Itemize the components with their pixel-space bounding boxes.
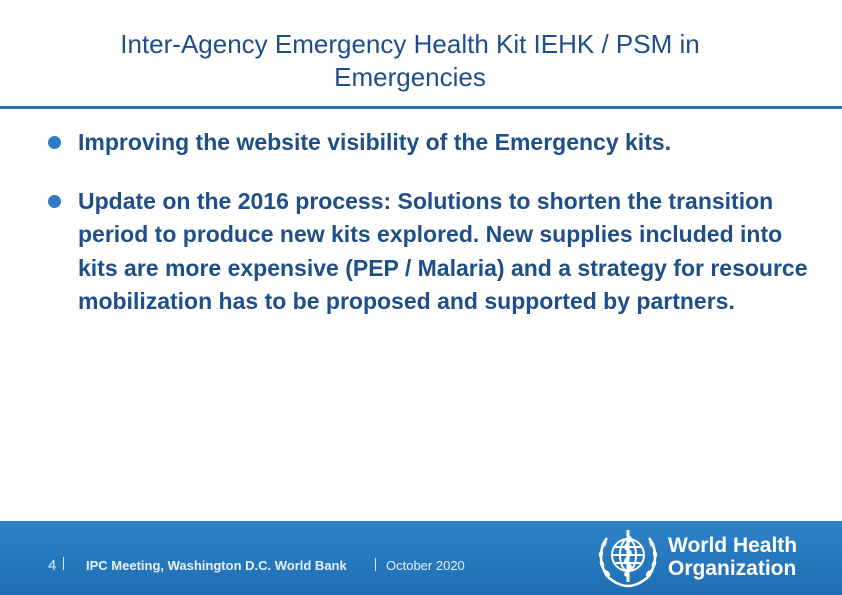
bullet-item (48, 185, 808, 319)
footer-separator (63, 557, 64, 570)
bullet-list (48, 126, 808, 319)
footer-date: October 2020 (386, 558, 465, 573)
who-logo-text (668, 534, 797, 580)
bullet-dot-icon (48, 195, 61, 208)
bullet-text: Improving the website visibility of the Emergency kits. (78, 129, 672, 155)
bullet-text: Update on the 2016 process: Solutions to shorten the transition period to produce new kits explored. New supplies included into kits are more expensive (PEP / Malaria) and a strategy for resource mobilization has to be proposed and supported by partners. (78, 187, 808, 314)
who-logo-line1: World Health (668, 534, 798, 557)
bullet-dot-icon (48, 136, 61, 149)
who-emblem-icon (593, 524, 663, 590)
slide-title-line2: Emergencies (334, 62, 486, 92)
slide-title-line1: Inter-Agency Emergency Health Kit IEHK / PSM in (120, 29, 700, 59)
slide-title (10, 28, 810, 94)
title-divider (0, 106, 842, 109)
footer-meeting: IPC Meeting, Washington D.C. World Bank (86, 558, 347, 573)
footer-separator (375, 558, 376, 571)
bullet-item (48, 126, 808, 160)
who-logo-line2: Organization (668, 557, 797, 580)
page-number: 4 (48, 557, 57, 574)
